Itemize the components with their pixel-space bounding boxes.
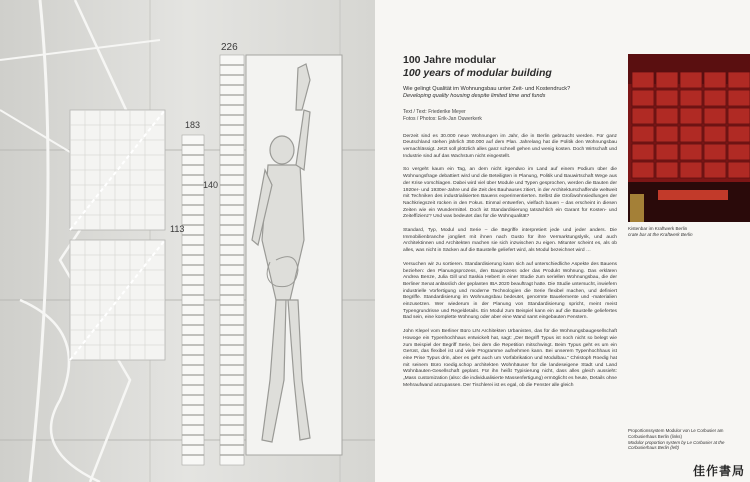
crate-bar-photo xyxy=(628,54,750,222)
body-paragraph: Versuchen wir zu sortieren. Standardisierung kann sich auf unterschiedliche Aspekte des Bauens beziehen: den Planungsprozess, den Bauprozess oder das Produkt Wohnung. Das erklären Andrea Benze, Julia Gill und Saskia Hebert in einer Studie zum seriellen Wohnungsbau, die der Berliner Senat anlässlich der geplanten IBA 2020 beauftragt hatte. Die Studie untersucht, inwiefern industrielle Vorfertigung und moderne Technologien die Serie flexibel machen, und definiert Begriffe. Standardisierung im Wohnungsbau bedeutet, genormte Bauelemente und -materialien einzusetzen. Wer wiederum in der Planung von Standardisierung spricht, meint meist Typengrundrisse und Regeldetails. Ein Modul zum Beispiel kann ein auf die Baustelle geliefertes Bad sein, eine komplette Wohnung oder aber eine Wand samt eingebauten Fenstern. xyxy=(403,261,617,321)
watermark-logo: 佳作書局 xyxy=(693,464,746,478)
photo-caption-en: Modulor proportion system by Le Corbusier at the Corbusierhaus Berlin (left) xyxy=(628,439,725,451)
credit-text: Text / Text: Friederike Meyer xyxy=(403,109,466,116)
credits xyxy=(403,109,617,122)
body-paragraph: Derzeit sind es 30.000 neue Wohnungen im Jahr, die in Berlin gebraucht werden. Für ganz Deutschland stehen jährlich 350.000 auf dem Plan. Jahrelang hat die Politik den Wohnungsbau vernachlässigt. Jetzt soll plötzlich alles ganz schnell gehen und wenig kosten. Doch Wirtschaft und Industrie sind auf das Wachstum nicht eingestellt. xyxy=(403,133,617,159)
article-column xyxy=(403,54,617,397)
body-paragraph: John Klepel vom Berliner Büro LIN Architekten Urbanisten, das für die Wohnungsbaugesellschaft Howoge ein Typenhochhaus entwickelt hat, sagt: „Der Begriff Typus ist noch nicht so belegt wie zum Beispiel der Begriff Serie, bei dem die Repetition mitschwingt. Beim Typus geht es um ein Gerüst, das flexibel ist und viele Programme aufnehmen kann. Bei unserem Typenhochhaus ist eine Prise Typus drin, aber es geht auch um Vorfabrikation und Modulbau." Christoph Roedig hat mit seinem Büro roedig.schop architekten Wohnhäuser für die landeseigene Stadt und Land Wohnbauten-Gesellschaft geplant. Für ihn heißt Typisierung nicht, dass alles gleich aussieht: „Mass customization (also: die individualisierte Massenfertigung) ermöglicht es heute, Details ohne Mehraufwand anzupassen. Der Tischlerei ist es egal, ob die Fenster alle gleich xyxy=(403,329,617,388)
crate-bar-illustration xyxy=(628,54,750,222)
thumbnail-caption xyxy=(628,226,746,238)
thumbnail-caption-en: crate bar at the Kraftwerk Berlin xyxy=(628,232,693,237)
measure-label-226: 226 xyxy=(221,42,238,53)
photo-caption xyxy=(628,428,746,451)
measure-label-113: 113 xyxy=(170,224,185,234)
body-paragraph: So vergeht kaum ein Tag, an dem nicht irgendwo im Land auf einem Podium über die Wohnungsfrage debattiert wird und die Beteiligten in Planung, Politik und Bauwirtschaft Wege aus der Krise vorschlagen. Dabei wird viel über Module und Typen gesprochen, werden die Bauten der 1920er- und 1930er-Jahre und die Zeit des Bauhauses zitiert, in der Architekturschaffende weltweit mit Techniken des industrialisierten Bauens experimentierten. Selbst die Großwohnsiedlungen der Nachkriegszeit rücken in den Fokus. Einmal entwerfen, vielfach bauen – das erscheint in diesen Zeiten wie ein Wundermittel. Doch ist Standardisierung tatsächlich ein Garant für Kosten- und Zeiteffizienz? Und was bedeutet das für die Wohnqualität? xyxy=(403,167,617,220)
measure-label-183: 183 xyxy=(185,120,201,130)
body-paragraph: Standard, Typ, Modul und Serie – die Begriffe interpretiert jede und jeder anders. Die Immobilienbranche jongliert mit ihnen nach Gusto für ihre Vermarktungslyrik, und auch Architektinnen und Architekten machen sie sich inzwischen zu eigen. Mitunter scheint es, als ob alles, was nicht in Säcken auf die Baustelle geliefert wird, als Modul bezeichnet wird … xyxy=(403,228,617,254)
article-subtitle-de: Wie gelingt Qualität im Wohnungsbau unter Zeit- und Kostendruck? xyxy=(403,86,571,92)
thumbnail-caption-de: Kistenbar im Kraftwerk Berlin xyxy=(628,226,688,231)
article-title-de: 100 Jahre modular xyxy=(403,54,496,66)
photo-caption-de: Proportionssystem Modulor von Le Corbusier am Corbusierhaus Berlin (links) xyxy=(628,428,724,439)
article-title-en: 100 years of modular building xyxy=(403,67,552,79)
measure-label-140: 140 xyxy=(203,180,219,190)
article-subtitle-en: Developing quality housing despite limited time and funds xyxy=(403,93,546,100)
credit-photos: Fotos / Photos: Erik-Jan Ouwerkerk xyxy=(403,116,482,122)
ladder-column-2 xyxy=(220,55,244,465)
